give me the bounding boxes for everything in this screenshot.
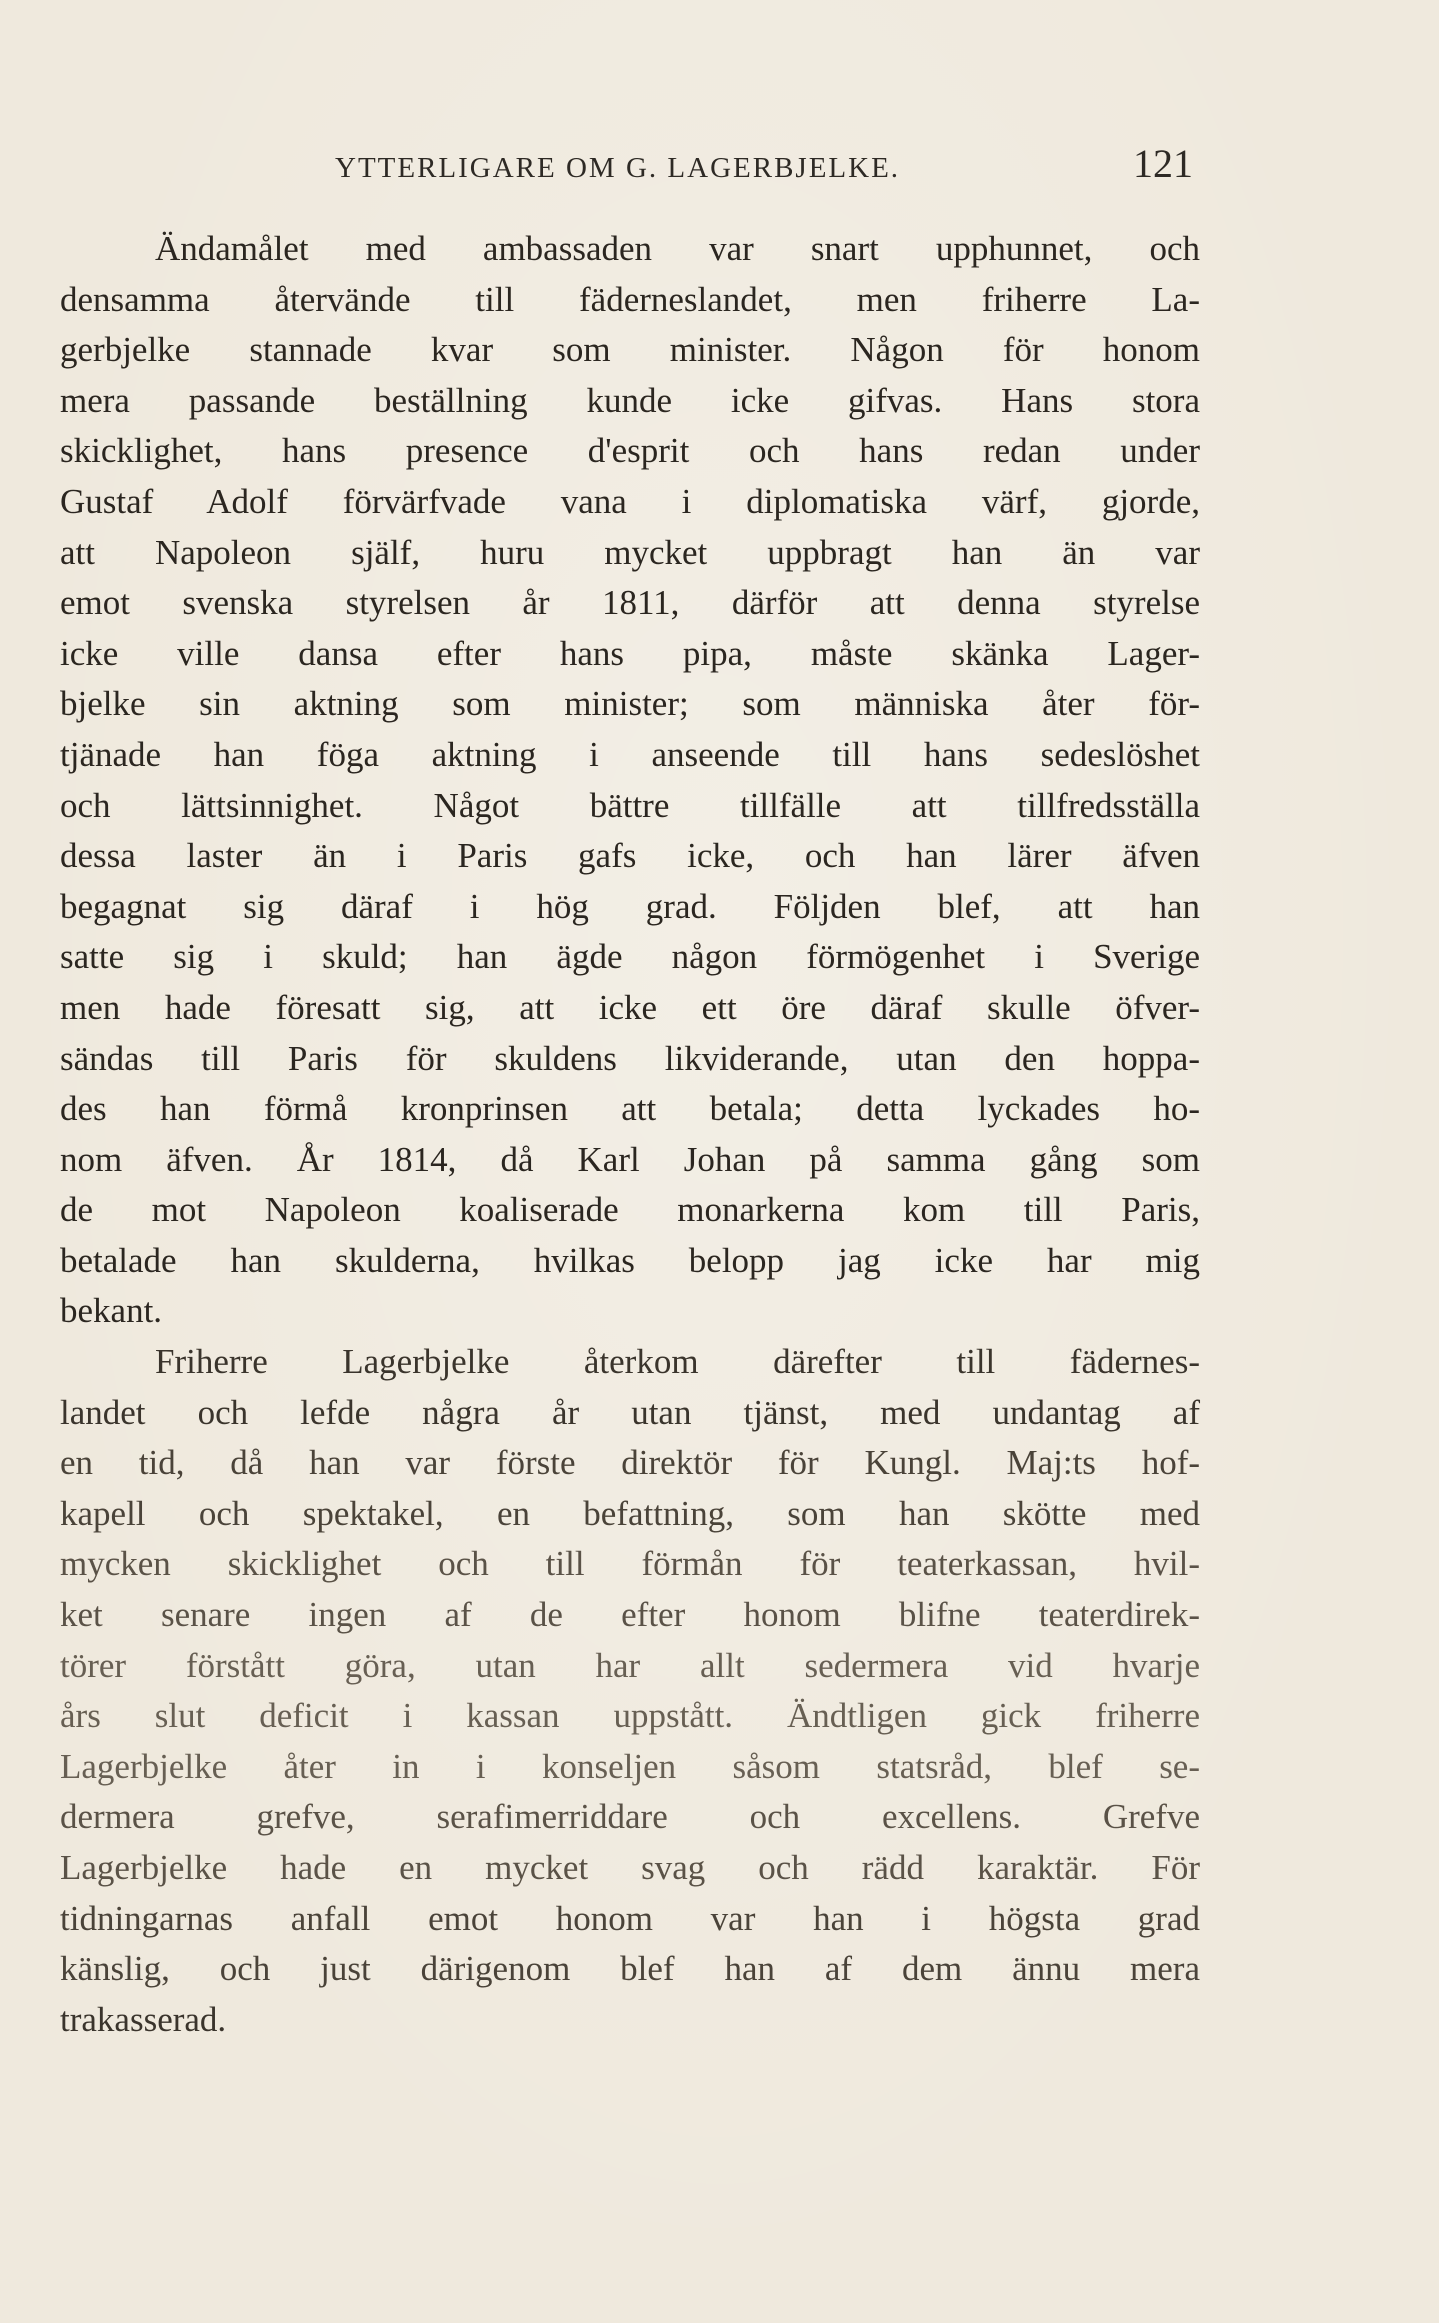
- text-line: betalade han skulderna, hvilkas belopp jag icke har mig: [60, 1240, 1200, 1280]
- paragraph-2: [60, 1337, 1200, 2045]
- text-line: emot svenska styrelsen år 1811, därför att denna styrelse: [60, 583, 1200, 623]
- text-line: Friherre Lagerbjelke återkom därefter till fädernes-: [155, 1342, 1200, 1382]
- text-line: icke ville dansa efter hans pipa, måste skänka Lager-: [60, 633, 1200, 673]
- text-line: trakasserad.: [60, 1999, 227, 2039]
- text-line: landet och lefde några år utan tjänst, med undantag af: [60, 1392, 1200, 1432]
- text-line: de mot Napoleon koaliserade monarkerna kom till Paris,: [60, 1190, 1200, 1230]
- text-line: nom äfven. År 1814, då Karl Johan på samma gång som: [60, 1139, 1200, 1179]
- text-line: satte sig i skuld; han ägde någon förmögenhet i Sverige: [60, 937, 1200, 977]
- text-line: kapell och spektakel, en befattning, som han skötte med: [60, 1493, 1200, 1533]
- text-line: tidningarnas anfall emot honom var han i högsta grad: [60, 1898, 1200, 1938]
- text-line: Lagerbjelke hade en mycket svag och rädd karaktär. För: [60, 1848, 1200, 1887]
- text-line: Lagerbjelke åter in i konseljen såsom statsråd, blef se-: [60, 1746, 1200, 1786]
- text-line: känslig, och just därigenom blef han af dem ännu mera: [60, 1949, 1200, 1989]
- paragraph-1: [60, 224, 1200, 1337]
- text-line: skicklighet, hans presence d'esprit och hans redan under: [60, 431, 1200, 471]
- text-line: och lättsinnighet. Något bättre tillfälle att tillfredsställa: [60, 785, 1200, 825]
- text-line: att Napoleon själf, huru mycket uppbragt han än var: [60, 532, 1200, 572]
- text-line: års slut deficit i kassan uppstått. Ändtligen gick friherre: [60, 1696, 1200, 1736]
- text-line: mera passande beställning kunde icke gifvas. Hans stora: [60, 380, 1200, 420]
- text-line: en tid, då han var förste direktör för Kungl. Maj:ts hof-: [60, 1443, 1200, 1483]
- page-number: 121: [1133, 141, 1193, 186]
- text-line: Gustaf Adolf förvärfvade vana i diplomatiska värf, gjorde,: [60, 481, 1200, 521]
- text-line: ket senare ingen af de efter honom blifne teaterdirek-: [60, 1595, 1200, 1635]
- text-line: dessa laster än i Paris gafs icke, och han lärer äfven: [60, 836, 1200, 876]
- body-text: [60, 224, 1200, 2045]
- text-line: törer förstått göra, utan har allt sedermera vid hvarje: [60, 1645, 1200, 1685]
- text-line: densamma återvände till fäderneslandet, men friherre La-: [60, 279, 1200, 319]
- text-line: begagnat sig däraf i hög grad. Följden blef, att han: [60, 886, 1200, 926]
- text-line: bjelke sin aktning som minister; som människa åter för-: [60, 684, 1200, 724]
- text-line: gerbjelke stannade kvar som minister. Någon för honom: [60, 330, 1200, 370]
- text-line: tjänade han föga aktning i anseende till hans sedeslöshet: [60, 734, 1200, 774]
- running-title: YTTERLIGARE OM G. LAGERBJELKE.: [335, 152, 901, 184]
- text-line: des han förmå kronprinsen att betala; detta lyckades ho-: [60, 1089, 1200, 1129]
- text-line: dermera grefve, serafimerriddare och excellens. Grefve: [60, 1797, 1200, 1837]
- text-line: men hade föresatt sig, att icke ett öre däraf skulle öfver-: [60, 987, 1200, 1027]
- text-line: sändas till Paris för skuldens likviderande, utan den hoppa-: [60, 1038, 1200, 1078]
- text-line: Ändamålet med ambassaden var snart upphunnet, och: [155, 229, 1200, 268]
- text-line: bekant.: [60, 1291, 163, 1331]
- text-line: mycken skicklighet och till förmån för teaterkassan, hvil-: [60, 1544, 1200, 1584]
- running-head: [0, 140, 1439, 200]
